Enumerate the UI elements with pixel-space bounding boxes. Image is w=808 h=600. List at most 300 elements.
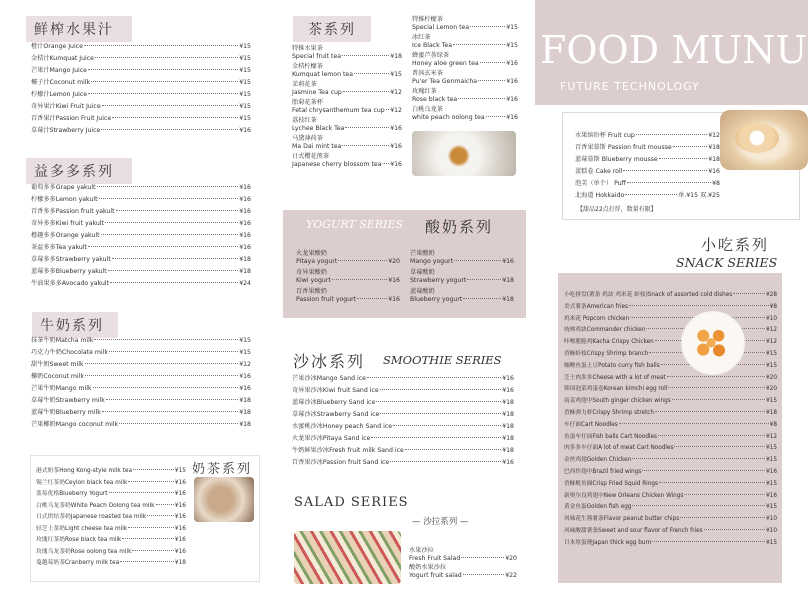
menu-item: [412, 70, 518, 85]
juice-item: [31, 89, 251, 101]
item-name-en: Ma Dai mint tea: [292, 142, 342, 150]
item-line: [412, 60, 518, 68]
item-name: 抹茶牛奶Matcha milk: [31, 337, 94, 344]
item-price: ¥8: [712, 180, 720, 187]
snack-title-en: SNACK SERIES: [676, 255, 778, 270]
dot-leader: [93, 387, 239, 388]
tea-col1: [292, 45, 402, 171]
item-name: 柠檬汁Lemon Juice: [31, 91, 88, 98]
item-name-en: Yogurt fruit salad: [409, 571, 462, 579]
dot-leader: [454, 260, 501, 261]
item-price: ¥15: [174, 468, 186, 474]
item-name: 车仔面Cart Noodles: [564, 421, 618, 428]
item-price: ¥18: [502, 447, 514, 454]
dot-leader: [119, 423, 238, 424]
item-name: 蓝莓牛奶Blueberry milk: [31, 409, 101, 416]
item-name: 芒果椰奶Mango coconut milk: [31, 421, 119, 428]
item-price: ¥18: [708, 144, 720, 151]
item-price: ¥16: [506, 95, 518, 103]
snack-list: [564, 290, 777, 550]
dot-leader: [463, 574, 504, 575]
item-name-cn: 胎菊花茶杯: [292, 99, 323, 106]
item-price: ¥18: [502, 411, 514, 418]
item-price: ¥15: [766, 445, 777, 452]
menu-item: [412, 34, 518, 49]
item-price: ¥18: [766, 409, 777, 416]
item-price: ¥15: [239, 349, 251, 356]
milk-item: [31, 383, 251, 395]
item-line: [292, 161, 402, 169]
menu-item: [412, 16, 518, 31]
dot-leader: [458, 98, 505, 99]
item-name-en: Fetal chrysanthemum tea cup: [292, 106, 385, 114]
dot-leader: [386, 109, 389, 110]
item-line: [412, 42, 518, 50]
item-name-en: Japanese cherry blossom tea: [292, 160, 382, 168]
item-name-en: Rose black tea: [412, 95, 458, 103]
item-price: ¥12: [766, 339, 777, 346]
item-price: ¥16: [502, 387, 514, 394]
fried-balls-icon: [690, 321, 734, 363]
item-line: [296, 296, 400, 304]
item-name-en: white peach oolong tea: [412, 113, 485, 121]
item-price: ¥16: [766, 492, 777, 499]
item-name-cn: 马黛薄荷茶: [292, 135, 323, 142]
item-line: [412, 114, 518, 122]
item-line: [292, 71, 402, 79]
item-name-en: Jasmine Tea cup: [292, 88, 342, 96]
dot-leader: [88, 93, 238, 94]
snack-item: [564, 432, 777, 444]
item-price: ¥16: [390, 160, 402, 168]
yogurt-col2: [410, 250, 514, 307]
item-price: ¥15: [766, 504, 777, 511]
item-price: ¥15: [239, 67, 251, 74]
dot-leader: [343, 91, 389, 92]
item-price: ¥16: [506, 59, 518, 67]
snack-title-cn: 小吃系列: [701, 236, 770, 254]
item-name: 日本厚蛋烧Japan thick egg burn: [564, 539, 652, 546]
snack-item: [564, 302, 777, 314]
milk-list: [31, 335, 251, 431]
dot-leader: [133, 469, 174, 470]
item-name-cn: 酸奶水果沙拉: [409, 564, 447, 571]
item-name-en: Blueberry yogurt: [410, 295, 463, 303]
item-name: 柠檬多多Lemon yakult: [31, 196, 98, 203]
juice-item: [31, 65, 251, 77]
item-name: 南姜鸡翅中South ginger chicken wings: [564, 398, 671, 405]
item-name: 新奥尔良鸡翅中New Orleans Chicken Wings: [564, 492, 684, 499]
item-price: ¥16: [174, 548, 186, 555]
yogurt-title-cn: 酸奶系列: [425, 218, 494, 236]
item-price: ¥22: [505, 571, 517, 579]
menu-item: [296, 250, 400, 265]
item-name-en: Special Lemon tea: [412, 23, 470, 31]
item-price: ¥15: [766, 350, 777, 357]
item-price: ¥15: [239, 79, 251, 86]
item-name: 奇异果汁Kiwi Fruit Juice: [31, 103, 101, 110]
item-name-en: Passion fruit yogurt: [296, 295, 357, 303]
yakult-item: [31, 194, 251, 206]
dot-leader: [390, 461, 501, 462]
yakult-item: [31, 182, 251, 194]
snack-item: [564, 325, 777, 337]
item-name-cn: 荔枝红茶: [292, 117, 317, 124]
item-price: ¥24: [239, 280, 251, 287]
juice-item: [31, 41, 251, 53]
item-name: 橙趣多多Orange yakult: [31, 232, 100, 239]
item-price: ¥16: [174, 479, 186, 486]
item-price: ¥15: [766, 539, 777, 546]
juice-item: [31, 113, 251, 125]
dot-leader: [623, 170, 707, 171]
milktea-title: 奶茶系列: [192, 462, 253, 477]
milktea-item: [36, 524, 186, 536]
item-name: 甜牛奶Sweet milk: [31, 361, 84, 368]
item-name: 茶益多多Tea yakult: [31, 244, 87, 251]
menu-item: [292, 117, 402, 132]
item-name: 香酥虾枝Crispy Shrimp branch: [564, 350, 649, 357]
item-price: ¥16: [388, 295, 400, 303]
yogurt-title: YOGURT SERIES: [306, 218, 404, 231]
item-price: ¥28: [766, 292, 777, 298]
item-name: 玫瑰红茶奶Rose black tea milk: [36, 537, 122, 543]
item-name-en: Lychee Black Tea: [292, 124, 345, 132]
snack-item: [564, 514, 777, 526]
yakult-item: [31, 242, 251, 254]
smoothie-list: [292, 373, 514, 469]
dot-leader: [109, 351, 238, 352]
item-name: 锡兰红茶奶Ceylon black tea milk: [36, 479, 128, 486]
dot-leader: [345, 127, 389, 128]
menu-item: [292, 63, 402, 78]
menu-item: [412, 52, 518, 67]
dot-leader: [470, 26, 505, 27]
item-price: ¥16: [239, 385, 251, 392]
item-name: 草莓牛奶Strawberry milk: [31, 397, 105, 404]
dot-leader: [668, 387, 765, 388]
snack-item: [564, 502, 777, 514]
item-name: 火龙果沙冰Pitaya Sand ice: [292, 435, 371, 442]
smoothie-item: [292, 421, 514, 433]
item-name: 水蜜桃沙冰Honey peach Sand ice: [292, 423, 393, 430]
yakult-item: [31, 266, 251, 278]
item-name-en: Ice Black Tea: [412, 41, 453, 49]
dot-leader: [106, 399, 238, 400]
item-price: ¥10: [766, 527, 777, 534]
snack-item: [564, 467, 777, 479]
item-name-cn: 奇异果酸奶: [296, 269, 327, 276]
item-line: [412, 96, 518, 104]
item-name: 葡萄多多Grape yakult: [31, 184, 96, 191]
item-name: 咔嚓脆脆鸡Kacha Crispy Chicken: [564, 339, 654, 346]
salad-title-cn: — 沙拉系列 —: [412, 517, 469, 527]
dot-leader: [380, 413, 501, 414]
item-price: ¥15: [239, 91, 251, 98]
item-name: 牛油果多多Avocado yakult: [31, 280, 110, 287]
dot-leader: [354, 73, 389, 74]
item-line: [412, 24, 518, 32]
smoothie-item: [292, 397, 514, 409]
milktea-photo: [194, 477, 254, 522]
item-name: 肉多多车仔面A lot of meat Cart Noodles: [564, 445, 674, 452]
item-price: ¥16: [239, 196, 251, 203]
dot-leader: [680, 517, 765, 518]
item-name: 韩国泡菜鸡蛋卷Korean kimchi egg roll: [564, 386, 668, 393]
dot-leader: [91, 81, 238, 82]
dot-leader: [112, 117, 238, 118]
item-price: ¥18: [239, 397, 251, 404]
item-price: ¥16: [239, 208, 251, 215]
menu-item: [412, 106, 518, 121]
dot-leader: [102, 411, 238, 412]
item-price: ¥16: [239, 244, 251, 251]
milktea-item: [36, 558, 186, 570]
item-name: 泡芙（单个） Puff: [575, 180, 626, 187]
menu-title: FOOD MUNU: [540, 28, 808, 72]
item-name: 草莓汁Strawberry Juice: [31, 127, 101, 134]
snack-item: [564, 538, 777, 550]
dot-leader: [99, 198, 239, 199]
item-price: ¥16: [239, 184, 251, 191]
item-price: ¥16: [239, 373, 251, 380]
salad-photo: [294, 531, 401, 584]
item-price: ¥16: [174, 502, 186, 509]
item-name-en: Kiwi yogurt: [296, 276, 331, 284]
dot-leader: [88, 69, 238, 70]
dot-leader: [642, 470, 765, 471]
item-name-cn: 茉莉花茶: [292, 81, 317, 88]
dot-leader: [627, 182, 711, 183]
item-name: 百香果慕斯 Passion fruit mousse: [575, 144, 672, 151]
item-price: ¥16: [506, 113, 518, 121]
item-name: 百香果沙冰Passion fruit Sand ice: [292, 459, 390, 466]
item-price: ¥8: [769, 303, 777, 310]
item-price: ¥18: [174, 560, 186, 566]
dot-leader: [463, 298, 501, 299]
item-price: ¥15: [506, 23, 518, 31]
dot-leader: [105, 222, 238, 223]
dot-leader: [632, 505, 765, 506]
item-name-cn: 特推水果茶: [292, 45, 323, 52]
menu-item: [410, 288, 514, 303]
item-price: ¥15: [390, 70, 402, 78]
snack-item: [564, 455, 777, 467]
item-line: [292, 143, 402, 151]
smoothie-item: [292, 433, 514, 445]
item-name-cn: 冰红茶: [412, 34, 431, 41]
item-line: [296, 258, 400, 266]
milk-item: [31, 371, 251, 383]
item-price: ¥12: [708, 132, 720, 139]
item-price: ¥12: [390, 88, 402, 96]
item-price: ¥15: [766, 480, 777, 487]
dot-leader: [659, 158, 707, 159]
item-price: ¥16: [174, 525, 186, 532]
dot-leader: [652, 541, 765, 542]
dot-leader: [380, 389, 502, 390]
menu-item: [292, 153, 402, 168]
snack-item: [564, 384, 777, 396]
item-price: ¥16: [239, 220, 251, 227]
item-price: ¥20: [766, 386, 777, 393]
item-line: [409, 555, 517, 563]
yakult-list: [31, 182, 251, 290]
item-name-cn: 日式樱花煎茶: [292, 153, 330, 160]
item-name: 蓝莓沙冰Blueberry Sand ice: [292, 399, 376, 406]
item-name: 巧克力牛奶Chocolate milk: [31, 349, 108, 356]
dot-leader: [120, 561, 174, 562]
dot-leader: [674, 446, 765, 447]
menu-item: [296, 269, 400, 284]
item-price: ¥20: [766, 374, 777, 381]
item-line: [410, 277, 514, 285]
item-price: ¥15: [239, 337, 251, 344]
snack-item: [564, 314, 777, 326]
item-name-cn: 芒果酸奶: [410, 250, 435, 257]
item-price: ¥16: [174, 491, 186, 497]
item-price: ¥10: [766, 315, 777, 322]
item-name-en: Kumquat lemon tea: [292, 70, 353, 78]
menu-item: [292, 135, 402, 150]
item-price: ¥16: [708, 168, 720, 175]
item-price: ¥18: [502, 276, 514, 284]
milktea-item: [36, 489, 186, 501]
dessert-item: [575, 154, 720, 166]
milk-header: 牛奶系列: [32, 312, 118, 338]
dot-leader: [367, 377, 501, 378]
juice-item: [31, 77, 251, 89]
item-name: 牛奶鲜果沙冰Fresh fruit milk Sand ice: [292, 447, 404, 454]
item-line: [292, 53, 402, 61]
item-price: ¥10: [766, 516, 777, 523]
tea-col2: [412, 16, 518, 124]
item-name: 草莓多多Strawberry yakult: [31, 256, 111, 263]
dot-leader: [376, 401, 501, 402]
item-name: 鱼蛋车仔面Fish balls Cart Noodles: [564, 433, 657, 440]
dot-leader: [112, 258, 238, 259]
item-name: 北海道 Hokkaido: [575, 192, 625, 199]
snack-item: [564, 361, 777, 373]
item-price: ¥18: [239, 421, 251, 428]
dot-leader: [342, 55, 389, 56]
yakult-item: [31, 278, 251, 290]
item-price: ¥8: [769, 421, 777, 428]
dot-leader: [102, 105, 239, 106]
item-price: ¥16: [766, 468, 777, 475]
item-price: ¥15: [239, 103, 251, 110]
dot-leader: [95, 57, 238, 58]
item-name: 蛋糕卷 Cake roll: [575, 168, 623, 175]
dot-leader: [94, 339, 238, 340]
milk-item: [31, 347, 251, 359]
dot-leader: [357, 298, 387, 299]
item-price: ¥15: [766, 398, 777, 405]
dot-leader: [486, 116, 506, 117]
milktea-item: [36, 478, 186, 490]
dessert-list: [575, 130, 720, 202]
dot-leader: [461, 557, 504, 558]
cake-roll-icon: [735, 123, 779, 153]
item-name-en: Fresh Fruit Salad: [409, 554, 461, 562]
menu-item: [412, 88, 518, 103]
item-name: 橙汁Orange Juice: [31, 43, 83, 50]
juice-header: 鲜榨水果汁: [26, 16, 132, 42]
item-price: ¥12: [390, 106, 402, 114]
item-name-en: Special fruit tea: [292, 52, 342, 60]
milktea-list: [36, 466, 186, 570]
dot-leader: [85, 375, 238, 376]
item-name-en: Mango yogurt: [410, 257, 453, 265]
menu-item: [292, 81, 402, 96]
item-name: 咖喱鱼蛋土豆Potato curry fish balls: [564, 362, 660, 369]
item-name-en: Pitaya yogurt: [296, 257, 338, 265]
smoothie-title-en: SMOOTHIE SERIES: [383, 353, 502, 367]
dot-leader: [393, 425, 501, 426]
dessert-item: [575, 190, 720, 202]
item-name: 鸡米花 Popcorn chicken: [564, 315, 630, 322]
item-name: 轻芝士茶奶Light cheese tea milk: [36, 525, 128, 532]
item-price: ¥15: [239, 43, 251, 50]
dot-leader: [405, 449, 501, 450]
dessert-item: [575, 166, 720, 178]
item-line: [292, 107, 402, 115]
item-name: 芝士肉多多Cheese with a lot of meat: [564, 374, 666, 381]
item-name-cn: 金桔柠檬茶: [292, 63, 323, 70]
item-name-cn: 火龙果酸奶: [296, 250, 327, 257]
dot-leader: [101, 129, 238, 130]
snack-item: [564, 443, 777, 455]
dot-leader: [382, 163, 389, 164]
dot-leader: [659, 482, 765, 483]
milktea-item: [36, 466, 186, 478]
milktea-item: [36, 535, 186, 547]
dot-leader: [332, 279, 387, 280]
item-price: ¥16: [502, 459, 514, 466]
dot-leader: [338, 260, 387, 261]
item-name-cn: 蓝莓酸奶: [410, 288, 435, 295]
dot-leader: [453, 44, 505, 45]
dot-leader: [132, 550, 173, 551]
item-name: 蓝莓多多Blueberry yakult: [31, 268, 107, 275]
item-name: 港式奶茶Hong Kong-style milk tea: [36, 468, 132, 474]
snack-item: [564, 526, 777, 538]
item-price: ¥16: [502, 257, 514, 265]
juice-item: [31, 53, 251, 65]
dot-leader: [109, 492, 174, 493]
dot-leader: [128, 481, 174, 482]
item-name-cn: 普洱玄米茶: [412, 70, 443, 77]
dot-leader: [122, 538, 174, 539]
menu-item: [409, 547, 517, 562]
dot-leader: [85, 363, 239, 364]
item-price: ¥15: [239, 115, 251, 122]
yakult-item: [31, 206, 251, 218]
dot-leader: [97, 186, 239, 187]
item-name: 椰子汁Coconut milk: [31, 79, 91, 86]
dot-leader: [371, 437, 501, 438]
dot-leader: [655, 411, 765, 412]
salad-title: SALAD SERIES: [294, 495, 409, 510]
item-name: 芒果汁Mango Juice: [31, 67, 87, 74]
snack-item: [564, 290, 777, 302]
item-price: ¥16: [390, 124, 402, 132]
item-name: 金丝鸡翅Golden Chicken: [564, 457, 632, 464]
milk-item: [31, 359, 251, 371]
item-name: 白桃乌龙茶奶White Peach Oolong tea milk: [36, 502, 155, 509]
item-price: ¥15: [766, 457, 777, 464]
dot-leader: [733, 293, 765, 294]
